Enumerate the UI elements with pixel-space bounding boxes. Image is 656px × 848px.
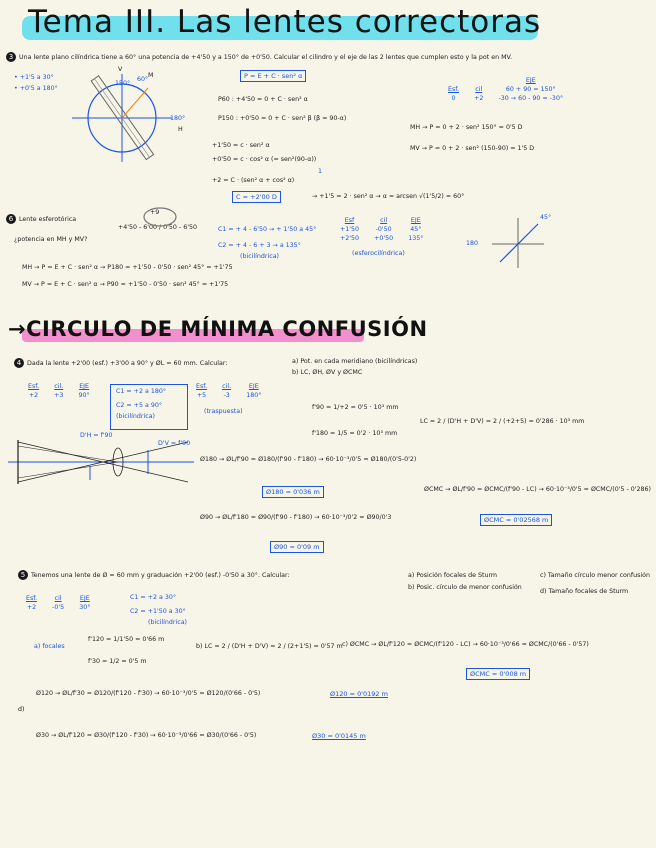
ex5-c-result: ØCMC = 0'008 m <box>466 668 530 680</box>
ex5-question-a: a) Posición focales de Sturm <box>408 572 498 579</box>
ex5-f120: f'120 = 1/1'50 = 0'66 m <box>88 636 165 643</box>
ex6-ring-value: +9 <box>150 209 160 216</box>
ex5-d1-result: Ø120 = 0'0192 m <box>330 690 388 698</box>
ex3-result-alpha: → +1'5 = 2 · sen² α → α = arcsen √(1'5/2) = 60° <box>312 193 465 200</box>
ex3-mv: MV → P = 0 + 2 · sen² (150-90) = 1'5 D <box>410 145 535 152</box>
ex3-eq5: +2 = C · (sen² α + cos² α) <box>212 177 295 184</box>
ex4-conv2: C2 = +5 a 90° <box>116 402 162 409</box>
ex5-conv1: C1 = +2 a 30° <box>130 594 176 601</box>
ex4-f180: f'180 = 1/5 = 0'2 · 10³ mm <box>312 430 398 437</box>
diagram-label-v: V <box>118 66 123 73</box>
ex5-d-label: d) <box>18 706 25 713</box>
ex6-mv: MV → P = E + C · sen² α → P90 = +1'50 - 0'50 · sen² 45° = +1'75 <box>22 281 229 288</box>
diagram-label-150: 150° <box>115 80 131 87</box>
ex6-axis-180: 180 <box>466 240 479 247</box>
ex5-d1: Ø120 → ØL/f'30 = Ø120/(f'120 - f'30) → 60·10⁻³/0'5 = Ø120/(0'66 - 0'5) <box>36 690 261 697</box>
ex3-eq2: P150 : +0'50 = 0 + C · sen² β (β = 90-α) <box>218 115 347 122</box>
ex6-conv1: C1 = + 4 - 6'50 → + 1'50 a 45° <box>218 226 317 233</box>
ex4-conv1: C1 = +2 a 180° <box>116 388 166 395</box>
ex3-formula-box: P = E + C · sen² α <box>240 70 306 82</box>
ex5-conv-note: (bicilíndrica) <box>148 619 188 626</box>
ex5-question-c: c) Tamaño círculo menor confusión <box>540 572 650 579</box>
ex5-question-d: d) Tamaño focales de Sturm <box>540 588 629 595</box>
ex5-question-b: b) Posic. círculo de menor confusión <box>408 584 522 591</box>
ex6-expression: +4'50 - 6'00 / 0'50 - 6'50 <box>118 224 197 231</box>
ex6-axis-45: 45° <box>540 214 552 221</box>
ex3-eq3: +1'50 = c · sen² α <box>212 142 270 149</box>
ex4-result-90: Ø90 = 0'09 m <box>270 541 324 553</box>
ex6-axis-diagram <box>488 214 548 272</box>
ex4-dh-label: D'H = f'90 <box>80 432 113 439</box>
ex5-b: b) LC = 2 / (D'H + D'V) = 2 / (2+1'5) = 0'57 m <box>196 643 343 650</box>
ex6-conv-note: (bicilíndrica) <box>240 253 280 260</box>
diagram-label-m: M <box>148 72 154 79</box>
ex5-table: Esf. +2 cil -0'5 EJE 30° <box>26 595 91 611</box>
ex5-c: c) ØCMC → ØL/f'120 = ØCMC/(f'120 - LC) → 60·10⁻³/0'66 = ØCMC/(0'66 - 0'57) <box>342 641 589 648</box>
ex6-ring <box>140 206 180 228</box>
ex3-result-c: C = +2'00 D <box>232 191 281 203</box>
exercise-4-statement: 4 Dada la lente +2'00 (esf.) +3'00 a 90° y ØL = 60 mm. Calcular: <box>14 358 227 368</box>
diagram-label-180: 180° <box>170 115 186 122</box>
exercise-number: 3 <box>6 52 16 62</box>
ex6-table-note: (esferocilíndrica) <box>352 250 405 257</box>
ex4-result-cmc: ØCMC = 0'02568 m <box>480 514 552 526</box>
page-title: Tema III. Las lentes correctoras <box>28 4 542 40</box>
ex3-mh: MH → P = 0 + 2 · sen² 150° = 0'5 D <box>410 124 523 131</box>
ex5-conv2: C2 = +1'50 a 30° <box>130 608 186 615</box>
ex4-question-b: b) LC, ØH, ØV y ØCMC <box>292 369 363 376</box>
ex3-given-a: • +1'5 a 30° <box>14 74 54 81</box>
ex3-eq1: P60 : +4'50 = 0 + C · sen² α <box>218 96 308 103</box>
ex4-table1: Esf. +2 cil. +3 EJE 90° <box>28 383 90 399</box>
ex4-phi90: Ø90 → ØL/f'180 = Ø90/(f'90 - f'180) → 60·10⁻³/0'2 = Ø90/0'3 <box>200 514 392 521</box>
section-title-cmc: →CIRCULO DE MÍNIMA CONFUSIÓN <box>8 317 428 341</box>
ex4-lc: LC = 2 / (D'H + D'V) = 2 / (+2+5) = 0'286 · 10³ mm <box>420 418 585 425</box>
ex5-a-label: a) focales <box>34 643 65 650</box>
exercise-5-statement: 5 Tenemos una lente de Ø = 60 mm y graduación +2'00 (esf.) -0'50 a 30°. Calcular: <box>18 570 290 580</box>
diagram-label-h: H <box>178 126 183 133</box>
ex5-d2: Ø30 → ØL/f'120 = Ø30/(f'120 - f'30) → 60·10⁻³/0'66 = Ø30/(0'66 - 0'5) <box>36 732 257 739</box>
ex4-f90: f'90 = 1/+2 = 0'5 · 10³ mm <box>312 404 399 411</box>
ex6-mh: MH → P = E + C · sen² α → P180 = +1'50 - 0'50 · sen² 45° = +1'75 <box>22 264 233 271</box>
ex4-phicmc: ØCMC → ØL/f'90 = ØCMC/(f'90 - LC) → 60·10⁻³/0'5 = ØCMC/(0'5 - 0'286) <box>424 486 651 493</box>
ex4-table2-note: (traspuesta) <box>204 408 243 415</box>
ex3-eq5-one: 1 <box>318 168 323 175</box>
exercise-6-statement: 6 Lente esferotórica <box>6 214 76 224</box>
ex6-conv2: C2 = + 4 - 6 + 3 → a 135° <box>218 242 301 249</box>
ex5-f30: f'30 = 1/2 = 0'5 m <box>88 658 147 665</box>
ex4-conv-note: (bicilíndrica) <box>116 413 156 420</box>
ex3-given-b: • +0'5 a 180° <box>14 85 58 92</box>
ex3-result-table: Esf. 0 cil +2 EJE 60 + 90 = 150° -30 → 60 - 90 = -30° <box>448 77 564 102</box>
ex4-phi180: Ø180 → ØL/f'90 = Ø180/(f'90 - f'180) → 60·10⁻³/0'5 = Ø180/(0'5-0'2) <box>200 456 417 463</box>
ex4-table2: Esf. +5 cil. -3 EJE 180° <box>196 383 262 399</box>
exercise-3-statement: 3 Una lente plano cilíndrica tiene a 60° una potencia de +4'50 y a 150° de +0'50. Calcular el cilindro y el eje de las 2 lentes que cumplen esto y la pot en MV. <box>6 52 512 62</box>
ex6-result-table: Esf +1'50 +2'50 cil -0'50 +0'50 EJE 45° 135° <box>340 217 424 242</box>
diagram-label-60: 60° <box>137 76 149 83</box>
ex4-result-180: Ø180 = 0'036 m <box>262 486 324 498</box>
ex6-question: ¿potencia en MH y MV? <box>14 236 88 243</box>
ex4-question-a: a) Pot. en cada meridiano (bicilíndricas) <box>292 358 418 365</box>
ex4-dv-label: D'V = f'90 <box>158 440 191 447</box>
ex3-eq4: +0'50 = c · cos² α (= sen²(90-α)) <box>212 156 317 163</box>
ex5-d2-result: Ø30 = 0'0145 m <box>312 732 366 740</box>
